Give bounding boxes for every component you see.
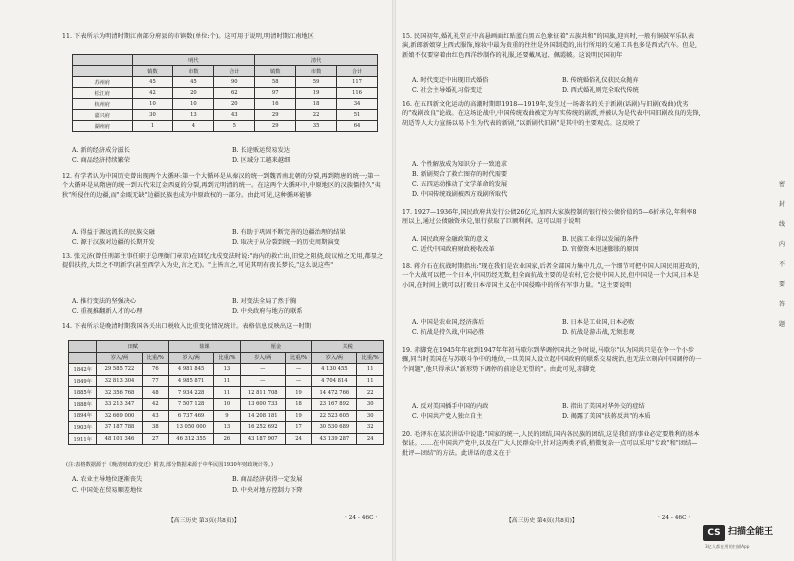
question-17-stem: 17. 1927—1936年,国民政府共发行公债26亿元,加四大家族控制的银行按公债价值的5—6折承兑,年利率8厘以上,通过公债融资承兑,银行获取了巨额利润。这可以用于说明: [402, 209, 697, 226]
row-label-cell: 松江府: [73, 88, 133, 99]
q18-option-d[interactable]: D. 抗战是游击战,无须悲观: [562, 329, 635, 336]
q14-sub-header: 岁入/两: [240, 352, 285, 364]
data-cell: 4 985 871: [169, 375, 214, 387]
q17-option-c[interactable]: C. 近代中国政府财政税收改革: [412, 246, 495, 253]
question-18-stem: 18. 蒋介石在抗战时期指出:"现在我们是农业国家,后者全部国力集中几点,一个细节可把中国人国民用进攻的,一个大战可以把一个日本,中国历经无数,但全面抗战主要的是农村,它会使中国人民,但中国是一个大国,日本是小国,在时间上就可以打败日本帝国主义在中国侵略中的所有军事力量。"这主要说明: [402, 263, 700, 289]
data-cell: 10: [173, 99, 214, 110]
data-cell: 32 356 768: [97, 387, 142, 399]
left-page-footer: 【高三历史 第3页(共8页)】: [168, 518, 240, 524]
data-cell: 37 187 788: [97, 422, 142, 434]
q15-option-d[interactable]: D. 西式婚礼则完全取代传统: [562, 87, 639, 94]
right-page-code: · 24 - 46C ·: [658, 515, 691, 521]
q14-sub-header: 岁入/两: [312, 352, 357, 364]
data-cell: 116: [337, 88, 378, 99]
data-cell: 24: [357, 433, 384, 445]
q12-options: [72, 228, 384, 250]
data-cell: 90: [214, 77, 255, 88]
q14-table-row: [69, 422, 384, 434]
data-cell: 42: [142, 398, 169, 410]
q11-table-row: [73, 77, 378, 88]
seal-char: 不: [778, 261, 785, 268]
data-cell: 4 704 814: [312, 375, 357, 387]
q16-options: [412, 160, 712, 202]
row-label-cell: 1911年: [69, 433, 97, 445]
data-cell: 76: [142, 364, 169, 376]
row-label-cell: 1885年: [69, 387, 97, 399]
q14-option-d[interactable]: D. 中央对地方控制力下降: [232, 487, 303, 494]
q11-group-qing: 清代: [255, 55, 378, 66]
data-cell: 24: [285, 433, 312, 445]
data-cell: 14 208 181: [240, 410, 285, 422]
data-cell: 117: [337, 77, 378, 88]
data-cell: 16: [255, 99, 296, 110]
q14-sub-header: [69, 352, 97, 364]
data-cell: 17: [285, 422, 312, 434]
q14-table-row: [69, 433, 384, 445]
q14-sub-header: 岁入/两: [97, 352, 142, 364]
seal-line-notice: [776, 175, 788, 335]
data-cell: 32 813 304: [97, 375, 142, 387]
q14-option-a[interactable]: A. 农业主导地位逐渐丧失: [72, 476, 143, 483]
data-cell: 13 600 733: [240, 398, 285, 410]
q18-option-b[interactable]: B. 日本是工业国,日本必败: [562, 319, 635, 326]
q13-option-a[interactable]: A. 推行变法的坚强决心: [72, 298, 137, 305]
q11-col-header: 合计: [214, 66, 255, 77]
data-cell: 30 530 689: [312, 422, 357, 434]
data-cell: —: [240, 375, 285, 387]
q11-option-c[interactable]: C. 商品经济持续繁荣: [72, 157, 130, 164]
q11-table-row: [73, 121, 378, 132]
seal-char: 答: [778, 301, 785, 308]
q14-sub-header: 比重/%: [357, 352, 384, 364]
scanner-app-name: 扫描全能王: [728, 527, 774, 537]
q14-group: 厘金: [240, 341, 312, 353]
seal-char: 密: [778, 181, 785, 188]
data-cell: 18: [285, 398, 312, 410]
question-13-stem: 13. 张元济(曾任刑部主事任职于总理衙门章京)在回忆戊戌变法时说:"海内的救亡出,旧党之阻挠,皖议植之无用,都显之提倡扶持,大臣之不明新学(甚至西学入为史,言之无)。"上皆言之,可见其明有夜长梦长,"这么说这些": [62, 253, 384, 270]
data-cell: 14 472 766: [312, 387, 357, 399]
q14-sub-header: 岁入/两: [169, 352, 214, 364]
data-cell: 32 669 000: [97, 410, 142, 422]
data-cell: 11: [214, 375, 241, 387]
right-page: [396, 0, 794, 561]
data-cell: 13: [173, 110, 214, 121]
data-cell: 4: [173, 121, 214, 132]
data-cell: 43: [142, 410, 169, 422]
q11-group-ming: 明代: [132, 55, 255, 66]
q14-table-row: [69, 364, 384, 376]
q11-options: [72, 146, 384, 168]
row-label-cell: 1842年: [69, 364, 97, 376]
data-cell: 43: [214, 110, 255, 121]
q11-col-header: 合计: [337, 66, 378, 77]
q12-option-c[interactable]: C. 源于汉族对边疆的长期开发: [72, 239, 155, 246]
q14-sub-header: 比重/%: [214, 352, 241, 364]
seal-char: 内: [778, 241, 785, 248]
data-cell: 10: [214, 398, 241, 410]
q11-table-body: [73, 77, 378, 132]
data-cell: 22: [296, 110, 337, 121]
seal-char: 题: [778, 321, 785, 328]
q11-col-header: 镇数: [255, 66, 296, 77]
data-cell: 42: [132, 88, 173, 99]
data-cell: 29: [255, 110, 296, 121]
q19-options: [412, 402, 712, 424]
q14-table-row: [69, 375, 384, 387]
q12-option-b[interactable]: B. 有助于巩固不断完善的边疆治理的结果: [232, 229, 346, 236]
data-cell: 11: [357, 364, 384, 376]
data-cell: 11: [357, 375, 384, 387]
q11-option-a[interactable]: A. 新的经济成分滋长: [72, 147, 130, 154]
q12-option-d[interactable]: D. 取决于从分裂到统一的历史周期演变: [232, 239, 340, 246]
data-cell: 23 167 892: [312, 398, 357, 410]
data-cell: 45: [132, 77, 173, 88]
q14-options: [72, 475, 384, 497]
data-cell: 1: [132, 121, 173, 132]
q16-option-b[interactable]: B. 新剧契合了救亡图存的时代需要: [412, 171, 508, 178]
scanner-tagline: 3亿人都在用的扫描App: [705, 544, 750, 549]
q16-option-d[interactable]: D. 中国传统戏剧被西方戏剧所取代: [412, 191, 508, 198]
data-cell: 12 811 708: [240, 387, 285, 399]
row-label-cell: 1888年: [69, 398, 97, 410]
q13-option-b[interactable]: B. 对变法全局了然于胸: [232, 298, 297, 305]
data-cell: 45: [173, 77, 214, 88]
data-cell: 20: [214, 99, 255, 110]
data-cell: —: [285, 375, 312, 387]
q12-option-a[interactable]: A. 得益于源远流长的民族交融: [72, 229, 155, 236]
data-cell: 30: [357, 410, 384, 422]
q14-table-note: (注:表格数据源于《晚清财政的变迁》附表,部分数据来源于中华民国1930年财政统计等。): [66, 462, 273, 468]
data-cell: —: [240, 364, 285, 376]
q13-option-d[interactable]: D. 中央政府与地方的联系: [232, 308, 303, 315]
data-cell: 19: [285, 410, 312, 422]
q14-option-b[interactable]: B. 商品经济获得一定发展: [232, 476, 303, 483]
data-cell: 26: [214, 433, 241, 445]
data-cell: 97: [255, 88, 296, 99]
data-cell: —: [285, 364, 312, 376]
question-16-stem: 16. 在五四新文化运动的高潮时期即1918—1919年,发生过一场著名的关于新剧(话剧)与旧剧(戏曲)优劣的"戏剧改良"论战。在这场论战中,中国传统戏曲被定为写实传统的剧派,并被认为是代表中国旧剧改良的先锋,胡适等人大力宣扬以易卜生为代表的新剧,"以新剧代旧剧"是其中的主要观点。这反映了: [402, 101, 701, 127]
row-label-cell: 苏州府: [73, 77, 133, 88]
data-cell: 34: [337, 99, 378, 110]
q15-option-a[interactable]: A. 时代变迁中出现旧式婚俗: [412, 77, 489, 84]
q16-option-c[interactable]: C. 五四运动推动了文学革命的发展: [412, 181, 508, 188]
q14-table-body: [69, 364, 384, 445]
data-cell: 7 507 128: [169, 398, 214, 410]
data-cell: 22: [357, 387, 384, 399]
data-cell: 43 187 907: [240, 433, 285, 445]
q14-table: [68, 340, 384, 445]
q17-option-b[interactable]: B. 民族工业得以发展的条件: [562, 236, 639, 243]
data-cell: 4 130 455: [312, 364, 357, 376]
question-15-stem: 15. 民国初年,婚礼礼堂正中高悬画面红贴蓝白黑五色象征着"五族共和"的国旗,迎宾时,一般有铜鼓军乐队表演,新郎新娘穿上西式服饰,嫁妆中最为贵重的往往是外国制造的,出行所用的交通工具也多是西式汽车。但是,新娘不仅要穿着由红色西洋纱制作的礼服,还要戴凤冠、佩霞帔。这说明民国初年: [402, 33, 697, 59]
q13-options: [72, 297, 384, 319]
data-cell: 30: [357, 398, 384, 410]
data-cell: 11: [214, 387, 241, 399]
q19-option-d[interactable]: D. 揭露了美国"扶蒋反共"的本质: [562, 413, 651, 420]
data-cell: 30: [132, 110, 173, 121]
row-label-cell: 1849年: [69, 375, 97, 387]
q15-options: [412, 76, 712, 98]
data-cell: 64: [337, 121, 378, 132]
data-cell: 29 585 722: [97, 364, 142, 376]
q14-table-row: [69, 387, 384, 399]
q11-table: [72, 54, 378, 132]
data-cell: 58: [255, 77, 296, 88]
data-cell: 33 213 347: [97, 398, 142, 410]
data-cell: 13: [214, 364, 241, 376]
q13-option-c[interactable]: C. 重视推翻新人才的心理: [72, 308, 143, 315]
row-label-cell: 湖州府: [73, 121, 133, 132]
data-cell: 35: [296, 121, 337, 132]
data-cell: 48: [142, 387, 169, 399]
q15-option-b[interactable]: B. 传统婚俗礼仪获民众抛弃: [562, 77, 639, 84]
left-page-code: · 24 - 46C ·: [345, 515, 378, 521]
data-cell: 62: [214, 88, 255, 99]
q19-option-b[interactable]: B. 指出了美国对华外交的症结: [562, 403, 645, 410]
q11-option-b[interactable]: B. 长途贩运贸易发达: [232, 147, 290, 154]
data-cell: 19: [296, 88, 337, 99]
q16-option-a[interactable]: A. 个性解放成为知识分子一致追求: [412, 161, 508, 168]
q15-option-c[interactable]: C. 社会主导婚礼习俗变迁: [412, 87, 483, 94]
question-12-stem: 12. 有学者认为中国历史曾出现两个大循环:第一个大循环是从秦汉的统一到魏晋南北朝的分裂,再到隋唐的统一;第一个大循环是从隋唐的统一到五代宋辽金西夏的分裂,再到元明清的统一。在这两个大循环中,中原地区的汉族僵持久"夷狄"所侵住的边疆,而"金瓯无缺"边疆民族也成为中原政权的一部分。由此可见,这种循环能够: [62, 173, 381, 199]
row-label-cell: 1894年: [69, 410, 97, 422]
data-cell: 13: [214, 422, 241, 434]
data-cell: 43 139 287: [312, 433, 357, 445]
data-cell: 51: [337, 110, 378, 121]
data-cell: 13 050 000: [169, 422, 214, 434]
data-cell: 4 981 845: [169, 364, 214, 376]
q14-group: 关税: [312, 341, 384, 353]
data-cell: 27: [142, 433, 169, 445]
data-cell: 18: [296, 99, 337, 110]
data-cell: 22 523 605: [312, 410, 357, 422]
data-cell: 7 934 228: [169, 387, 214, 399]
question-20-stem: 20. 毛泽东在某次讲话中说道:"国家的统一,人民的团结,国内各民族的团结,这是我们的事业必定要胜利的基本保证。……在中国共产党中,以及在广大人民群众中,针对这两类矛盾,稍微复杂一点可以采用"专政"和"团结—批评—团结"的方法。此讲话的意义在于: [402, 431, 700, 457]
scanner-logo-icon: CS: [703, 525, 725, 541]
q14-group-blank: [69, 341, 97, 353]
data-cell: 10: [132, 99, 173, 110]
question-14-stem: 14. 下表所示是晚清时期我国各关出口税收入比重变化情况统计。表格信息反映出这一时期: [62, 323, 312, 330]
q14-group: 田赋: [97, 341, 169, 353]
data-cell: 59: [296, 77, 337, 88]
q14-option-c[interactable]: C. 中国处在贸易顺差地位: [72, 487, 143, 494]
left-page: [0, 0, 392, 561]
q18-option-c[interactable]: C. 抗战是持久战,中国必胜: [412, 329, 485, 336]
q14-group: 盐课: [169, 341, 241, 353]
data-cell: 77: [142, 375, 169, 387]
q17-options: [412, 235, 712, 257]
q11-col-header: 镇数: [132, 66, 173, 77]
q19-option-c[interactable]: C. 中国共产党人独立自主: [412, 413, 483, 420]
q11-header-blank: [73, 55, 133, 66]
row-label-cell: 嘉兴府: [73, 110, 133, 121]
right-page-footer: 【高三历史 第4页(共8页)】: [506, 518, 578, 524]
scanner-watermark: [703, 520, 791, 558]
data-cell: 6 737 469: [169, 410, 214, 422]
data-cell: 5: [214, 121, 255, 132]
q11-col-header: [73, 66, 133, 77]
seal-char: 要: [778, 281, 785, 288]
q11-table-row: [73, 88, 378, 99]
q18-option-a[interactable]: A. 中国是农业国,经济落后: [412, 319, 485, 326]
q11-option-d[interactable]: D. 区域分工越来越细: [232, 157, 291, 164]
data-cell: 9: [214, 410, 241, 422]
data-cell: 19: [285, 387, 312, 399]
data-cell: 46 312 355: [169, 433, 214, 445]
q14-table-row: [69, 410, 384, 422]
seal-char: 封: [778, 201, 785, 208]
q11-table-row: [73, 110, 378, 121]
question-11-stem: 11. 下表所示为明清时期江南部分府县的市镇数(单位:个)。这可用于说明,明清时期江南地区: [62, 33, 314, 40]
q17-option-d[interactable]: D. 官僚资本迅速膨胀的原因: [562, 246, 639, 253]
q14-sub-header: 比重/%: [285, 352, 312, 364]
q11-table-row: [73, 99, 378, 110]
row-label-cell: 杭州府: [73, 99, 133, 110]
q14-table-row: [69, 398, 384, 410]
data-cell: 48 101 346: [97, 433, 142, 445]
data-cell: 29: [255, 121, 296, 132]
q11-col-header: 市数: [173, 66, 214, 77]
q11-col-header: 市数: [296, 66, 337, 77]
data-cell: 16 252 692: [240, 422, 285, 434]
q14-sub-header: 比重/%: [142, 352, 169, 364]
q17-option-a[interactable]: A. 国民政府金融政策的意义: [412, 236, 489, 243]
seal-char: 线: [778, 221, 785, 228]
q18-options: [412, 318, 712, 340]
q19-option-a[interactable]: A. 反对美国插手中国的内政: [412, 403, 489, 410]
row-label-cell: 1903年: [69, 422, 97, 434]
data-cell: 38: [142, 422, 169, 434]
data-cell: 20: [173, 88, 214, 99]
question-19-stem: 19. 赤脚党在1945年年底到1947年年初马歇尔到华调停国共之争时说,马歇尔"认为国共只是在争一个小步骤,同当时美国在与苏联斗争中的地位,一旦美国人设立起中国政府的联系交易统治,也无法立刻向中国调停的一个问题",他只得承认"新形势下调停的前途是无望的"。由此可见,赤脚党: [402, 347, 702, 373]
data-cell: 32: [357, 422, 384, 434]
